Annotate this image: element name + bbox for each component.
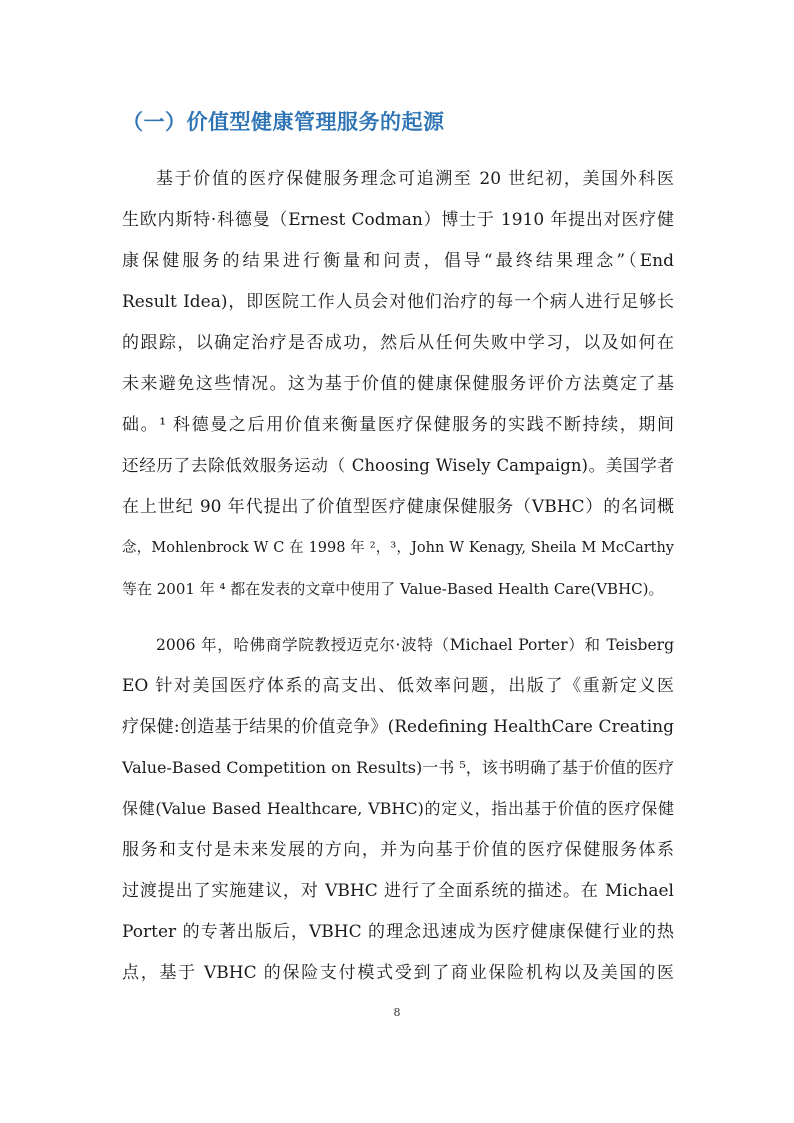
paragraph-1-line: 康保健服务的结果进行衡量和问责，倡导“最终结果理念”（End bbox=[122, 251, 674, 271]
paragraph-1-line: 生欧内斯特·科德曼（Ernest Codman）博士于 1910 年提出对医疗健 bbox=[122, 210, 674, 230]
paragraph-1-line: 还经历了去除低效服务运动（ Choosing Wisely Campaign)。美国学者 bbox=[122, 456, 674, 475]
paragraph-2-line: 保健(Value Based Healthcare, VBHC)的定义，指出基于价值的医疗保健 bbox=[122, 799, 674, 818]
paragraph-2-line: 点，基于 VBHC 的保险支付模式受到了商业保险机构以及美国的医 bbox=[122, 963, 674, 983]
paragraph-2-line: Porter 的专著出版后，VBHC 的理念迅速成为医疗健康保健行业的热 bbox=[122, 922, 674, 942]
paragraph-1-line: 在上世纪 90 年代提出了价值型医疗健康保健服务（VBHC）的名词概 bbox=[122, 497, 674, 517]
paragraph-2-line: 服务和支付是未来发展的方向，并为向基于价值的医疗保健服务体系 bbox=[122, 840, 674, 860]
paragraph-2-line: 疗保健:创造基于结果的价值竞争》(Redefining HealthCare Creating bbox=[122, 717, 674, 737]
paragraph-1-line: 础。¹ 科德曼之后用价值来衡量医疗保健服务的实践不断持续，期间 bbox=[122, 415, 674, 435]
paragraph-1-line: 基于价值的医疗保健服务理念可追溯至 20 世纪初，美国外科医 bbox=[156, 169, 674, 189]
paragraph-2-line: 2006 年，哈佛商学院教授迈克尔·波特（Michael Porter）和 Teisberg bbox=[156, 636, 674, 654]
paragraph-2-line: 过渡提出了实施建议，对 VBHC 进行了全面系统的描述。在 Michael bbox=[122, 881, 674, 901]
paragraph-1-line: Result Idea)，即医院工作人员会对他们治疗的每一个病人进行足够长 bbox=[122, 292, 674, 312]
page-number: 8 bbox=[393, 1006, 401, 1019]
paragraph-2-line: EO 针对美国医疗体系的高支出、低效率问题，出版了《重新定义医 bbox=[122, 676, 674, 696]
paragraph-1-line: 未来避免这些情况。这为基于价值的健康保健服务评价方法奠定了基 bbox=[122, 374, 674, 394]
paragraph-1-line: 念，Mohlenbrock W C 在 1998 年 ²，³，John W Kenagy, Sheila M McCarthy bbox=[122, 540, 674, 556]
paragraph-2-line: Value-Based Competition on Results)一书 ⁵，该书明确了基于价值的医疗 bbox=[122, 758, 674, 777]
paragraph-1-line: 等在 2001 年 ⁴ 都在发表的文章中使用了 Value-Based Health Care(VBHC)。 bbox=[122, 580, 664, 598]
paragraph-1-line: 的跟踪，以确定治疗是否成功，然后从任何失败中学习，以及如何在 bbox=[122, 333, 674, 353]
section-heading: （一）价值型健康管理服务的起源 bbox=[122, 110, 445, 134]
